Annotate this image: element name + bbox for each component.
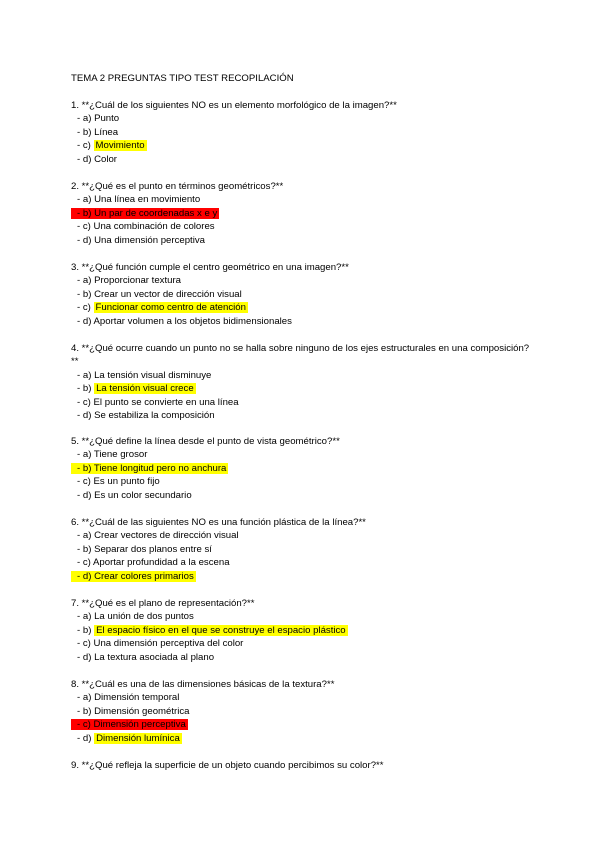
option-label: Crear colores primarios	[94, 570, 194, 582]
option-prefix: - a)	[77, 113, 95, 125]
option-a	[71, 193, 531, 206]
question-7	[71, 597, 531, 664]
question-text: 7. **¿Qué es el plano de representación?**	[71, 598, 255, 609]
question-text: 8. **¿Cuál es una de las dimensiones básicas de la textura?**	[71, 679, 335, 690]
option-label: Separar dos planos entre sí	[94, 543, 212, 555]
option-a	[71, 448, 531, 461]
option-a	[71, 529, 531, 542]
option-d	[71, 489, 531, 502]
option-label: Aportar profundidad a la escena	[93, 557, 230, 569]
option-label: Una dimensión perceptiva del color	[93, 638, 244, 650]
option-a	[71, 691, 531, 704]
question-9	[71, 759, 531, 772]
option-a	[71, 369, 531, 382]
option-prefix: - c)	[77, 638, 94, 650]
option-label: Tiene longitud pero no anchura	[93, 462, 227, 474]
option-d	[71, 732, 531, 745]
option-prefix: - b)	[77, 705, 95, 717]
option-b	[71, 624, 531, 637]
option-d	[71, 651, 531, 664]
option-prefix: - a)	[77, 692, 95, 704]
option-prefix: - a)	[77, 194, 95, 206]
option-prefix: - b)	[77, 383, 95, 395]
option-label: Aportar volumen a los objetos bidimensionales	[93, 315, 292, 327]
question-text: 3. **¿Qué función cumple el centro geométrico en una imagen?**	[71, 262, 349, 273]
option-c	[71, 637, 531, 650]
option-prefix: - d)	[77, 153, 95, 165]
option-label: Crear vectores de dirección visual	[94, 530, 239, 542]
option-label: Una combinación de colores	[93, 221, 215, 233]
option-label: Una línea en movimiento	[94, 194, 201, 206]
option-d	[71, 153, 531, 166]
option-prefix: - d)	[77, 489, 95, 501]
question-text: 9. **¿Qué refleja la superficie de un objeto cuando percibimos su color?**	[71, 760, 384, 771]
option-prefix: - a)	[77, 275, 95, 287]
option-b	[71, 543, 531, 556]
option-c	[71, 556, 531, 569]
option-prefix: - c)	[77, 476, 94, 488]
option-label: Dimensión geométrica	[94, 705, 190, 717]
option-prefix: - d)	[77, 234, 95, 246]
question-8	[71, 678, 531, 745]
option-label: Funcionar como centro de atención	[95, 302, 246, 314]
option-prefix: - d)	[77, 732, 95, 744]
option-label: Es un punto fijo	[93, 476, 160, 488]
option-prefix: - d)	[77, 570, 95, 582]
option-label: Un par de coordenadas x e y	[94, 207, 218, 219]
option-prefix: - d)	[77, 315, 94, 327]
question-3	[71, 261, 531, 328]
option-label: El espacio físico en el que se construye el espacio plástico	[96, 624, 346, 636]
option-a	[71, 610, 531, 623]
question-text: 6. **¿Cuál de las siguientes NO es una función plástica de la línea?**	[71, 517, 366, 528]
option-prefix: - c)	[77, 719, 94, 731]
option-label: Punto	[94, 113, 120, 125]
option-c	[71, 718, 531, 731]
question-text: 4. **¿Qué ocurre cuando un punto no se halla sobre ninguno de los ejes estructurales en una composición?**	[71, 343, 530, 368]
option-label: Línea	[94, 126, 119, 138]
option-prefix: - a)	[77, 369, 95, 381]
question-4	[71, 342, 531, 422]
option-label: Crear un vector de dirección visual	[94, 288, 242, 300]
document-title: TEMA 2 PREGUNTAS TIPO TEST RECOPILACIÓN	[71, 73, 294, 84]
question-1	[71, 99, 531, 166]
option-label: Una dimensión perceptiva	[94, 234, 205, 246]
question-text: 1. **¿Cuál de los siguientes NO es un elemento morfológico de la imagen?**	[71, 100, 397, 111]
option-d	[71, 409, 531, 422]
option-b	[71, 288, 531, 301]
question-text: 5. **¿Qué define la línea desde el punto de vista geométrico?**	[71, 436, 340, 447]
option-label: El punto se convierte en una línea	[93, 396, 239, 408]
question-6	[71, 516, 531, 583]
option-prefix: - b)	[77, 624, 95, 636]
option-c	[71, 139, 531, 152]
option-label: La textura asociada al plano	[94, 651, 215, 663]
option-b	[71, 382, 531, 395]
option-a	[71, 112, 531, 125]
option-c	[71, 396, 531, 409]
option-label: La unión de dos puntos	[94, 611, 194, 623]
question-text: 2. **¿Qué es el punto en términos geométricos?**	[71, 181, 284, 192]
option-label: Se estabiliza la composición	[94, 410, 215, 422]
option-prefix: - a)	[77, 530, 95, 542]
option-prefix: - a)	[77, 449, 94, 461]
option-c	[71, 475, 531, 488]
option-b	[71, 705, 531, 718]
option-c	[71, 301, 531, 314]
option-label: Dimensión lumínica	[96, 732, 180, 744]
option-prefix: - a)	[77, 611, 95, 623]
option-b	[71, 462, 531, 475]
option-label: Proporcionar textura	[94, 275, 181, 287]
option-prefix: - b)	[77, 126, 95, 138]
option-b	[71, 207, 531, 220]
option-d	[71, 234, 531, 247]
option-prefix: - c)	[77, 396, 94, 408]
option-d	[71, 570, 531, 583]
option-prefix: - b)	[77, 288, 95, 300]
option-a	[71, 274, 531, 287]
question-2	[71, 180, 531, 247]
option-c	[71, 220, 531, 233]
option-prefix: - b)	[77, 462, 94, 474]
option-label: La tensión visual disminuye	[94, 369, 212, 381]
option-label: Dimensión perceptiva	[93, 719, 186, 731]
option-label: Movimiento	[95, 140, 145, 152]
option-label: Tiene grosor	[93, 449, 148, 461]
option-prefix: - b)	[77, 543, 95, 555]
question-5	[71, 435, 531, 502]
option-prefix: - d)	[77, 410, 95, 422]
option-prefix: - d)	[77, 651, 95, 663]
option-b	[71, 126, 531, 139]
option-prefix: - c)	[77, 302, 94, 314]
option-label: Es un color secundario	[94, 489, 192, 501]
option-prefix: - c)	[77, 140, 94, 152]
option-label: La tensión visual crece	[96, 383, 194, 395]
option-prefix: - c)	[77, 557, 93, 569]
option-prefix: - c)	[77, 221, 94, 233]
option-label: Color	[94, 153, 117, 165]
option-label: Dimensión temporal	[94, 692, 180, 704]
option-prefix: - b)	[77, 207, 95, 219]
option-d	[71, 315, 531, 328]
